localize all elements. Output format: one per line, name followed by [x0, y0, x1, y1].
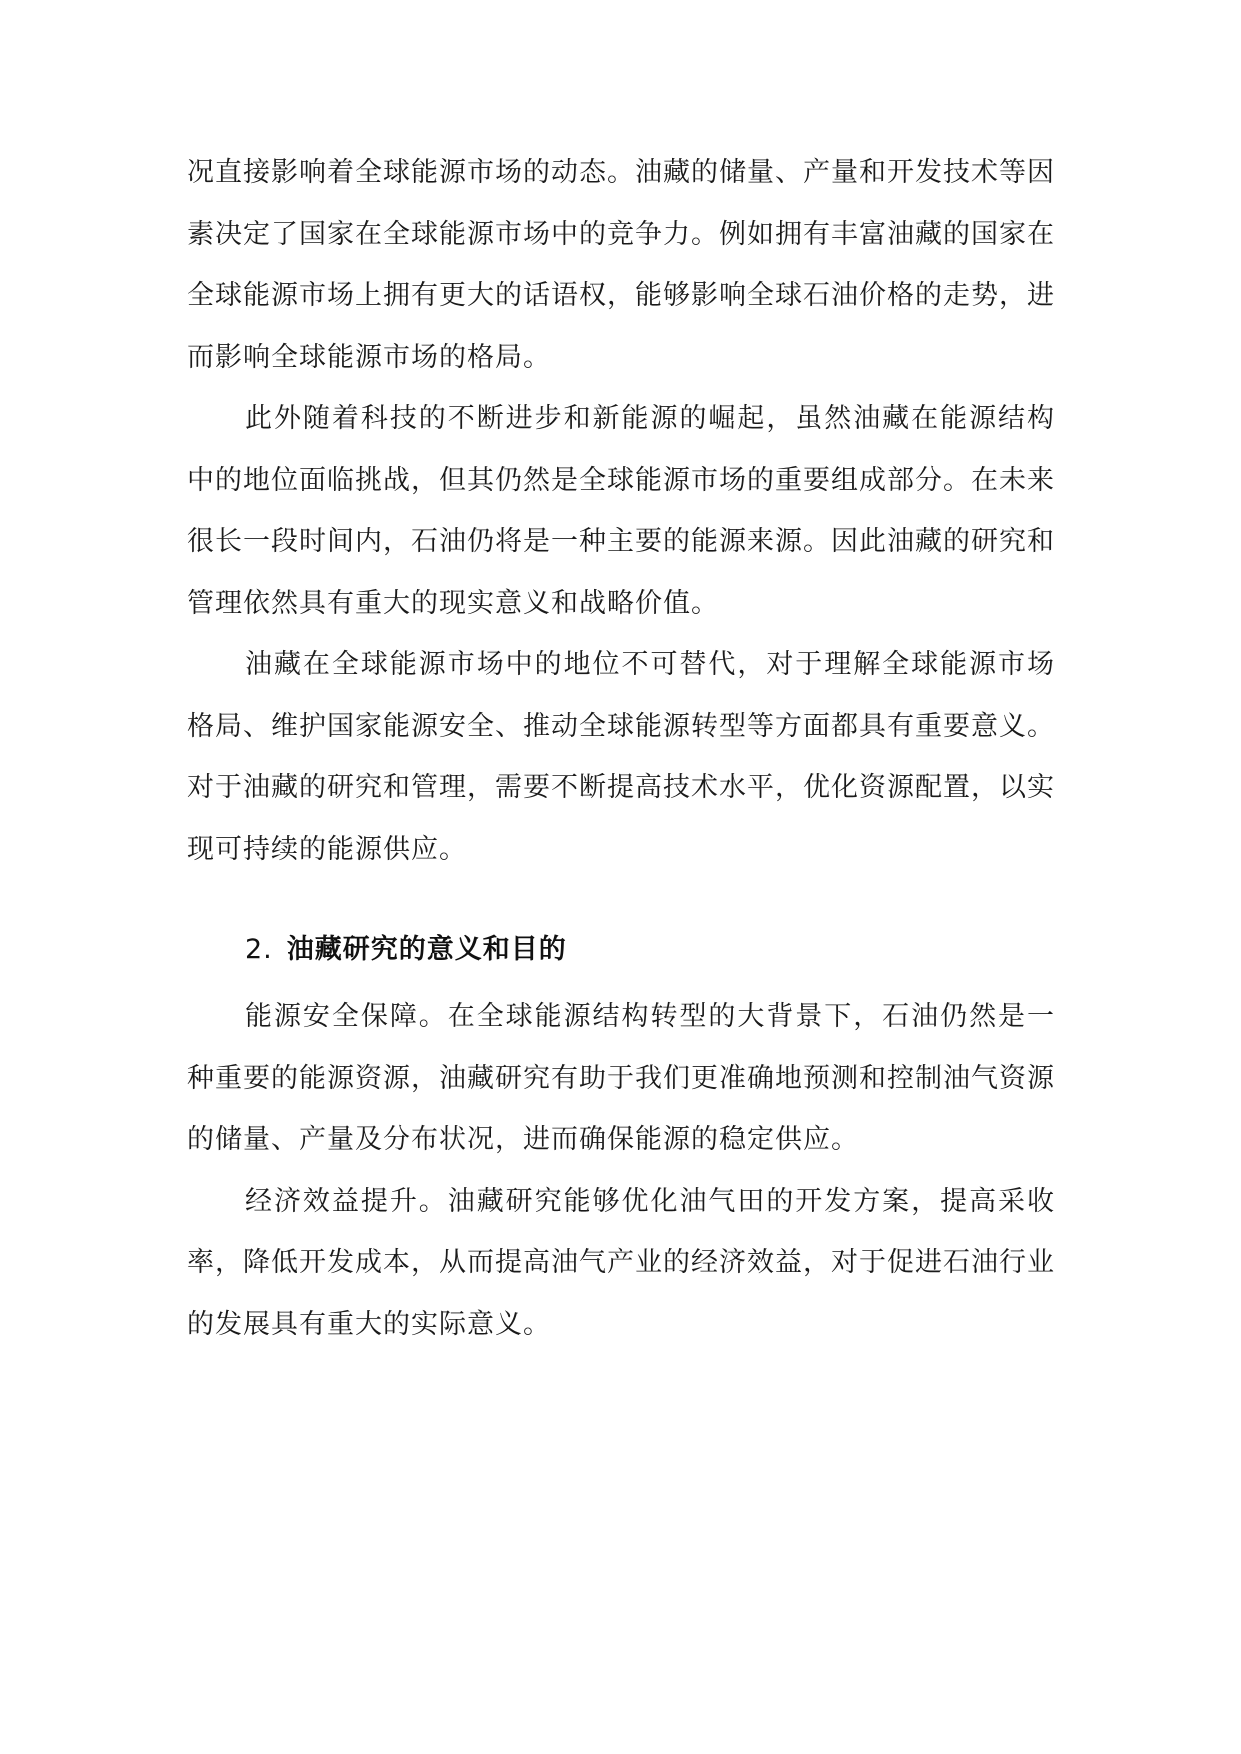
section-number: 2. — [245, 934, 273, 965]
paragraph-energy-security: 能源安全保障。在全球能源结构转型的大背景下，石油仍然是一种重要的能源资源，油藏研究有助于我们更准确地预测和控制油气资源的储量、产量及分布状况，进而确保能源的稳定供应。 — [187, 1001, 1055, 1155]
section-title: 油藏研究的意义和目的 — [286, 934, 567, 965]
paragraph-energy-market-influence: 况直接影响着全球能源市场的动态。油藏的储量、产量和开发技术等因素决定了国家在全球能源市场中的竞争力。例如拥有丰富油藏的国家在全球能源市场上拥有更大的话语权，能够影响全球石油价格的走势，进而影响全球能源市场的格局。 — [187, 157, 1055, 373]
section-heading — [187, 920, 1055, 980]
paragraph-economic-benefit: 经济效益提升。油藏研究能够优化油气田的开发方案，提高采收率，降低开发成本，从而提高油气产业的经济效益，对于促进石油行业的发展具有重大的实际意义。 — [187, 1185, 1055, 1340]
paragraph-new-energy-challenge: 此外随着科技的不断进步和新能源的崛起，虽然油藏在能源结构中的地位面临挑战，但其仍然是全球能源市场的重要组成部分。在未来很长一段时间内，石油仍将是一种主要的能源来源。因此油藏的研究和管理依然具有重大的现实意义和战略价值。 — [187, 403, 1055, 619]
document-body — [187, 142, 1055, 1355]
paragraph-irreplaceable-status: 油藏在全球能源市场中的地位不可替代，对于理解全球能源市场格局、维护国家能源安全、推动全球能源转型等方面都具有重要意义。对于油藏的研究和管理，需要不断提高技术水平，优化资源配置，以实现可持续的能源供应。 — [187, 649, 1055, 865]
